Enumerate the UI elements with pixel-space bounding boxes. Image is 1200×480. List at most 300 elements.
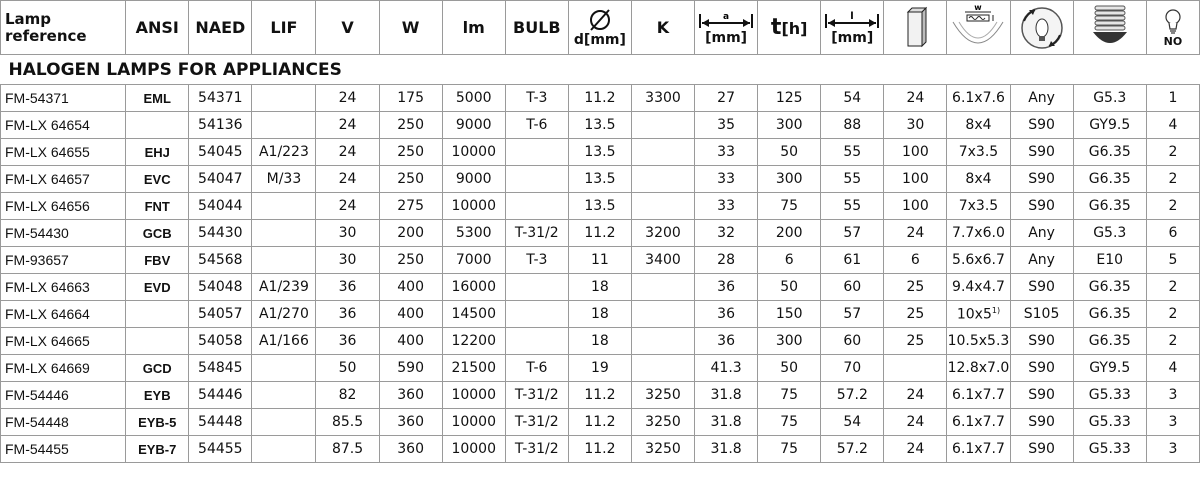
table-row [1, 112, 1200, 139]
cell-l: 55 [821, 193, 884, 220]
cell-v: 24 [316, 166, 379, 193]
cell-w: 175 [379, 85, 442, 112]
cell-no: 3 [1146, 382, 1199, 409]
cell-diameter: 13.5 [568, 193, 631, 220]
cell-a: 28 [695, 247, 758, 274]
cell-ansi: EYB [126, 382, 189, 409]
cell-l: 60 [821, 328, 884, 355]
table-row [1, 166, 1200, 193]
cell-k: 3250 [631, 436, 694, 463]
t-unit: [h] [781, 19, 808, 38]
cell-package: 24 [884, 436, 947, 463]
l-unit: [mm] [831, 29, 874, 46]
col-l [821, 1, 884, 55]
cell-no: 2 [1146, 166, 1199, 193]
cell-base: G5.3 [1073, 85, 1146, 112]
cell-lm: 10000 [442, 193, 505, 220]
cell-lif [252, 382, 316, 409]
cell-l: 54 [821, 85, 884, 112]
cell-filament: 7x3.5 [947, 139, 1010, 166]
cell-l: 57 [821, 220, 884, 247]
cell-burning-position: S90 [1010, 382, 1073, 409]
cell-t: 50 [758, 139, 821, 166]
cell-lamp-reference: FM-54371 [1, 85, 126, 112]
cell-t: 50 [758, 274, 821, 301]
col-lamp-reference [1, 1, 126, 55]
cell-burning-position: S90 [1010, 274, 1073, 301]
cell-ansi [126, 112, 189, 139]
col-v: V [316, 1, 379, 55]
cell-lm: 12200 [442, 328, 505, 355]
cell-lif [252, 436, 316, 463]
cell-l: 70 [821, 355, 884, 382]
cell-lif [252, 355, 316, 382]
col-base [1073, 1, 1146, 55]
cell-lamp-reference: FM-LX 64664 [1, 301, 126, 328]
cell-k [631, 193, 694, 220]
cell-bulb [505, 139, 568, 166]
cell-burning-position: S90 [1010, 112, 1073, 139]
cell-lif [252, 409, 316, 436]
cell-naed: 54845 [189, 355, 252, 382]
col-burning-position [1010, 1, 1073, 55]
cell-a: 33 [695, 166, 758, 193]
cell-t: 200 [758, 220, 821, 247]
col-lm: lm [442, 1, 505, 55]
cell-bulb [505, 301, 568, 328]
table-row [1, 382, 1200, 409]
cell-diameter: 13.5 [568, 112, 631, 139]
cell-a: 36 [695, 274, 758, 301]
cell-lif [252, 85, 316, 112]
cell-w: 250 [379, 112, 442, 139]
cell-ansi: GCB [126, 220, 189, 247]
table-row [1, 328, 1200, 355]
cell-diameter: 11 [568, 247, 631, 274]
cell-ansi [126, 301, 189, 328]
cell-v: 24 [316, 112, 379, 139]
cell-k [631, 139, 694, 166]
cell-lm: 5300 [442, 220, 505, 247]
cell-filament: 7x3.5 [947, 193, 1010, 220]
cell-a: 36 [695, 301, 758, 328]
cell-a: 32 [695, 220, 758, 247]
cell-diameter: 19 [568, 355, 631, 382]
cell-lamp-reference: FM-93657 [1, 247, 126, 274]
cell-base: G5.33 [1073, 436, 1146, 463]
lamp-reference-line2: reference [5, 26, 87, 45]
table-row [1, 301, 1200, 328]
cell-package: 6 [884, 247, 947, 274]
cell-naed: 54045 [189, 139, 252, 166]
cell-ansi: EYB-7 [126, 436, 189, 463]
cell-t: 300 [758, 112, 821, 139]
cell-bulb: T-31/2 [505, 382, 568, 409]
cell-bulb [505, 193, 568, 220]
cell-l: 57 [821, 301, 884, 328]
col-filament [947, 1, 1010, 55]
cell-base: G6.35 [1073, 193, 1146, 220]
cell-naed: 54058 [189, 328, 252, 355]
col-bulb: BULB [505, 1, 568, 55]
cell-package: 100 [884, 193, 947, 220]
cell-base: G6.35 [1073, 328, 1146, 355]
cell-naed: 54446 [189, 382, 252, 409]
cell-lamp-reference: FM-54430 [1, 220, 126, 247]
cell-k [631, 274, 694, 301]
cell-burning-position: S90 [1010, 436, 1073, 463]
cell-k: 3200 [631, 220, 694, 247]
cell-burning-position: S90 [1010, 193, 1073, 220]
cell-ansi [126, 328, 189, 355]
cell-filament [947, 301, 1010, 328]
cell-ansi: EVC [126, 166, 189, 193]
cell-base: G6.35 [1073, 301, 1146, 328]
col-naed: NAED [189, 1, 252, 55]
cell-k [631, 301, 694, 328]
cell-no: 3 [1146, 409, 1199, 436]
burning-position-icon [1017, 5, 1067, 51]
cell-no: 1 [1146, 85, 1199, 112]
cell-t: 150 [758, 301, 821, 328]
diameter-icon [587, 8, 613, 32]
cell-no: 6 [1146, 220, 1199, 247]
table-row [1, 409, 1200, 436]
cell-lamp-reference: FM-54446 [1, 382, 126, 409]
light-bulb-icon [1163, 8, 1183, 36]
cell-filament: 9.4x4.7 [947, 274, 1010, 301]
cell-burning-position: S90 [1010, 328, 1073, 355]
cell-filament: 12.8x7.0 [947, 355, 1010, 382]
cell-burning-position: S90 [1010, 166, 1073, 193]
cell-lm: 9000 [442, 166, 505, 193]
cell-v: 36 [316, 328, 379, 355]
cell-diameter: 13.5 [568, 139, 631, 166]
cell-a: 41.3 [695, 355, 758, 382]
cell-w: 400 [379, 301, 442, 328]
cell-naed: 54136 [189, 112, 252, 139]
cell-lif: A1/270 [252, 301, 316, 328]
cell-base: G6.35 [1073, 166, 1146, 193]
screw-base-icon [1085, 4, 1135, 52]
cell-lm: 7000 [442, 247, 505, 274]
cell-bulb: T-31/2 [505, 220, 568, 247]
cell-lm: 10000 [442, 139, 505, 166]
table-row [1, 436, 1200, 463]
cell-lamp-reference: FM-LX 64656 [1, 193, 126, 220]
cell-v: 30 [316, 220, 379, 247]
cell-package: 30 [884, 112, 947, 139]
cell-filament: 6.1x7.7 [947, 409, 1010, 436]
cell-k [631, 328, 694, 355]
cell-diameter: 18 [568, 301, 631, 328]
table-row [1, 274, 1200, 301]
length-arrow-icon [698, 10, 754, 30]
cell-package: 24 [884, 85, 947, 112]
cell-t: 75 [758, 382, 821, 409]
col-w: W [379, 1, 442, 55]
cell-a: 31.8 [695, 409, 758, 436]
cell-bulb: T-6 [505, 112, 568, 139]
cell-w: 275 [379, 193, 442, 220]
cell-k [631, 166, 694, 193]
col-k: K [631, 1, 694, 55]
cell-lamp-reference: FM-LX 64663 [1, 274, 126, 301]
cell-package: 24 [884, 220, 947, 247]
cell-t: 300 [758, 166, 821, 193]
cell-diameter: 11.2 [568, 85, 631, 112]
cell-burning-position: S105 [1010, 301, 1073, 328]
table-row [1, 139, 1200, 166]
cell-v: 87.5 [316, 436, 379, 463]
cell-ansi: EML [126, 85, 189, 112]
cell-lamp-reference: FM-LX 64655 [1, 139, 126, 166]
cell-lamp-reference: FM-LX 64657 [1, 166, 126, 193]
cell-no: 2 [1146, 193, 1199, 220]
cell-t: 300 [758, 328, 821, 355]
cell-k [631, 112, 694, 139]
col-lif: LIF [252, 1, 316, 55]
cell-naed: 54448 [189, 409, 252, 436]
cell-lm: 9000 [442, 112, 505, 139]
cell-burning-position: S90 [1010, 355, 1073, 382]
cell-package: 25 [884, 328, 947, 355]
cell-bulb: T-3 [505, 247, 568, 274]
section-row [1, 55, 1200, 85]
cell-naed: 54044 [189, 193, 252, 220]
cell-v: 36 [316, 274, 379, 301]
cell-v: 24 [316, 85, 379, 112]
cell-naed: 54371 [189, 85, 252, 112]
cell-filament: 7.7x6.0 [947, 220, 1010, 247]
cell-lm: 10000 [442, 409, 505, 436]
cell-t: 75 [758, 436, 821, 463]
cell-no: 4 [1146, 355, 1199, 382]
col-ansi: ANSI [126, 1, 189, 55]
cell-w: 590 [379, 355, 442, 382]
cell-diameter: 11.2 [568, 409, 631, 436]
filament-value: 10x5 [956, 306, 992, 323]
cell-bulb: T-31/2 [505, 436, 568, 463]
no-label: NO [1163, 34, 1183, 48]
cell-package: 100 [884, 139, 947, 166]
cell-bulb: T-6 [505, 355, 568, 382]
cell-l: 55 [821, 166, 884, 193]
l-letter: l [850, 10, 854, 22]
cell-burning-position: Any [1010, 247, 1073, 274]
cell-filament: 6.1x7.6 [947, 85, 1010, 112]
cell-lm: 5000 [442, 85, 505, 112]
cell-k: 3300 [631, 85, 694, 112]
length-arrow-icon [824, 10, 880, 30]
cell-filament: 10.5x5.3 [947, 328, 1010, 355]
cell-naed: 54057 [189, 301, 252, 328]
cell-lm: 10000 [442, 382, 505, 409]
cell-diameter: 11.2 [568, 436, 631, 463]
cell-l: 54 [821, 409, 884, 436]
col-t [758, 1, 821, 55]
cell-no: 2 [1146, 328, 1199, 355]
cell-ansi: GCD [126, 355, 189, 382]
cell-base: GY9.5 [1073, 112, 1146, 139]
cell-lif [252, 247, 316, 274]
cell-lamp-reference: FM-54448 [1, 409, 126, 436]
cell-lif: A1/223 [252, 139, 316, 166]
cell-bulb: T-3 [505, 85, 568, 112]
cell-bulb [505, 328, 568, 355]
cell-a: 33 [695, 193, 758, 220]
cell-bulb: T-31/2 [505, 409, 568, 436]
cell-naed: 54455 [189, 436, 252, 463]
cell-a: 36 [695, 328, 758, 355]
table-row [1, 355, 1200, 382]
cell-lif [252, 193, 316, 220]
cell-base: G5.3 [1073, 220, 1146, 247]
cell-v: 50 [316, 355, 379, 382]
cell-w: 360 [379, 382, 442, 409]
cell-l: 88 [821, 112, 884, 139]
cell-filament: 8x4 [947, 112, 1010, 139]
cell-a: 31.8 [695, 436, 758, 463]
cell-k: 3400 [631, 247, 694, 274]
cell-l: 55 [821, 139, 884, 166]
cell-ansi: EVD [126, 274, 189, 301]
cell-v: 85.5 [316, 409, 379, 436]
cell-k [631, 355, 694, 382]
cell-no: 3 [1146, 436, 1199, 463]
cell-w: 250 [379, 139, 442, 166]
cell-base: G6.35 [1073, 139, 1146, 166]
cell-lm: 10000 [442, 436, 505, 463]
cell-lif: M/33 [252, 166, 316, 193]
cell-lif: A1/166 [252, 328, 316, 355]
cell-filament: 6.1x7.7 [947, 436, 1010, 463]
cell-filament: 6.1x7.7 [947, 382, 1010, 409]
cell-diameter: 11.2 [568, 220, 631, 247]
cell-v: 30 [316, 247, 379, 274]
cell-t: 6 [758, 247, 821, 274]
cell-lif [252, 112, 316, 139]
section-title: HALOGEN LAMPS FOR APPLIANCES [1, 55, 1200, 85]
cell-naed: 54568 [189, 247, 252, 274]
cell-w: 400 [379, 274, 442, 301]
cell-base: G6.35 [1073, 274, 1146, 301]
cell-burning-position: S90 [1010, 409, 1073, 436]
cell-lm: 16000 [442, 274, 505, 301]
cell-package: 24 [884, 382, 947, 409]
cell-burning-position: Any [1010, 220, 1073, 247]
cell-no: 2 [1146, 301, 1199, 328]
cell-w: 250 [379, 247, 442, 274]
cell-w: 250 [379, 166, 442, 193]
cell-lamp-reference: FM-LX 64665 [1, 328, 126, 355]
cell-package [884, 355, 947, 382]
cell-burning-position: Any [1010, 85, 1073, 112]
cell-bulb [505, 166, 568, 193]
cell-l: 60 [821, 274, 884, 301]
cell-package: 25 [884, 274, 947, 301]
table-body [1, 85, 1200, 463]
a-unit: [mm] [705, 29, 748, 46]
cell-l: 57.2 [821, 382, 884, 409]
cell-no: 4 [1146, 112, 1199, 139]
cell-diameter: 11.2 [568, 382, 631, 409]
package-box-icon [903, 6, 927, 50]
cell-t: 75 [758, 409, 821, 436]
cell-diameter: 18 [568, 328, 631, 355]
cell-a: 33 [695, 139, 758, 166]
table-row [1, 193, 1200, 220]
a-letter: a [723, 11, 730, 22]
cell-naed: 54047 [189, 166, 252, 193]
cell-ansi: EHJ [126, 139, 189, 166]
cell-t: 75 [758, 193, 821, 220]
table-row [1, 247, 1200, 274]
cell-lif: A1/239 [252, 274, 316, 301]
header-row [1, 1, 1200, 55]
cell-a: 35 [695, 112, 758, 139]
cell-no: 2 [1146, 274, 1199, 301]
cell-package: 25 [884, 301, 947, 328]
cell-v: 24 [316, 139, 379, 166]
footnote-marker: 1) [991, 305, 1001, 315]
cell-ansi: FNT [126, 193, 189, 220]
cell-a: 27 [695, 85, 758, 112]
diameter-unit: d[mm] [573, 31, 626, 48]
filament-icon [949, 4, 1007, 52]
table-row [1, 85, 1200, 112]
cell-k: 3250 [631, 382, 694, 409]
cell-lm: 21500 [442, 355, 505, 382]
cell-w: 400 [379, 328, 442, 355]
cell-base: E10 [1073, 247, 1146, 274]
cell-l: 57.2 [821, 436, 884, 463]
cell-lamp-reference: FM-54455 [1, 436, 126, 463]
col-package [884, 1, 947, 55]
cell-w: 360 [379, 409, 442, 436]
cell-base: G5.33 [1073, 409, 1146, 436]
cell-no: 2 [1146, 139, 1199, 166]
cell-naed: 54048 [189, 274, 252, 301]
col-diameter [568, 1, 631, 55]
lamp-reference-line1: Lamp [5, 9, 52, 28]
col-no [1146, 1, 1199, 55]
cell-v: 24 [316, 193, 379, 220]
cell-ansi: FBV [126, 247, 189, 274]
cell-a: 31.8 [695, 382, 758, 409]
cell-lm: 14500 [442, 301, 505, 328]
filament-letter: w [974, 3, 983, 12]
t-letter: t [770, 15, 782, 40]
cell-base: GY9.5 [1073, 355, 1146, 382]
cell-naed: 54430 [189, 220, 252, 247]
cell-k: 3250 [631, 409, 694, 436]
cell-w: 360 [379, 436, 442, 463]
cell-bulb [505, 274, 568, 301]
cell-filament: 5.6x6.7 [947, 247, 1010, 274]
cell-v: 82 [316, 382, 379, 409]
cell-t: 50 [758, 355, 821, 382]
cell-lamp-reference: FM-LX 64654 [1, 112, 126, 139]
cell-base: G5.33 [1073, 382, 1146, 409]
col-a [695, 1, 758, 55]
cell-diameter: 18 [568, 274, 631, 301]
cell-burning-position: S90 [1010, 139, 1073, 166]
cell-v: 36 [316, 301, 379, 328]
cell-lif [252, 220, 316, 247]
cell-package: 24 [884, 409, 947, 436]
table-row [1, 220, 1200, 247]
